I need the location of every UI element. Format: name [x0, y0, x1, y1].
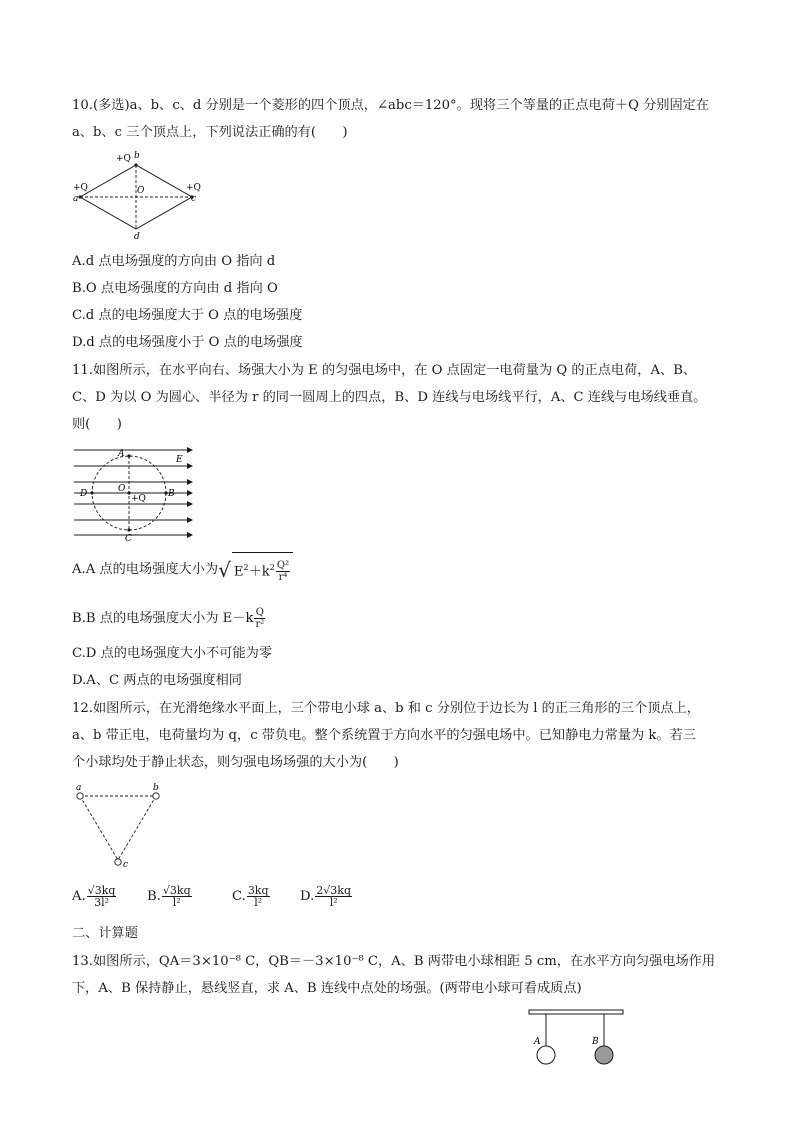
section-heading-calculation: 二、计算题	[72, 926, 138, 941]
q12-fig-label-b: b	[153, 783, 159, 793]
q11-option-d: D.A、C 两点的电场强度相同	[72, 673, 242, 688]
q10-fig-label-o: O	[137, 186, 145, 196]
q10-option-c: C.d 点的电场强度大于 O 点的电场强度	[72, 308, 303, 323]
q11-option-b-denominator: r²	[255, 619, 265, 630]
q10-stem-line1: 10.(多选)a、b、c、d 分别是一个菱形的四个顶点，∠abc＝120°。现将三个等量的正点电荷＋Q 分别固定在	[72, 98, 710, 113]
q12-option-c-denominator: l²	[254, 896, 263, 909]
q11-stem-line1: 11.如图所示，在水平向右、场强大小为 E 的匀强电场中，在 O 点固定一电荷量为 Q 的正点电荷，A、B、	[72, 363, 697, 378]
q13-stem-line1: 13.如图所示，QA＝3×10⁻⁸ C，QB＝－3×10⁻⁸ C，A、B 两带电小球相距 5 cm，在水平方向匀强电场作用	[72, 954, 716, 969]
q12-fig-label-c: c	[123, 860, 129, 870]
q11-fig-label-b: B	[168, 489, 175, 499]
q12-option-c-numerator: 3kq	[247, 884, 269, 897]
q12-stem-line2: a、b 带正电，电荷量均为 q，c 带负电。整个系统置于方向水平的匀强电场中。已知静电力常量为 k。若三	[72, 728, 696, 743]
q11-option-b-numerator: Q	[255, 607, 264, 618]
q10-fig-label-qb: +Q	[116, 154, 131, 164]
q11-option-b-text: B.B 点的电场强度大小为 E－k	[72, 611, 254, 626]
q12-option-d-denominator: l²	[329, 896, 338, 909]
q12-option-b-denominator: l²	[172, 896, 181, 909]
q11-option-b	[72, 604, 266, 634]
q10-option-b: B.O 点电场强度的方向由 d 指向 O	[72, 281, 278, 296]
q10-option-a: A.d 点电场强度的方向由 O 指向 d	[72, 254, 276, 269]
q11-fig-label-o: O	[118, 484, 126, 494]
q11-fig-label-d: D	[80, 489, 88, 499]
q11-fig-label-a: A	[118, 449, 125, 459]
q11-fig-label-e: E	[176, 455, 183, 465]
q10-fig-label-qc: +Q	[186, 183, 201, 193]
q10-fig-label-a: a	[73, 194, 79, 204]
q12-option-b-numerator: √3kq	[162, 884, 191, 897]
q12-stem-line3: 个小球均处于静止状态，则匀强电场场强的大小为( )	[72, 755, 399, 770]
q11-fig-label-q: +Q	[131, 494, 146, 504]
q10-rhombus-figure	[70, 150, 210, 242]
q10-stem-line2: a、b、c 三个顶点上，下列说法正确的有( )	[72, 125, 348, 140]
q12-option-a: A. $\frac{√3kq}{\text{3l²}}$	[72, 884, 116, 909]
q11-option-a-text: A.A 点的电场强度大小为	[72, 562, 219, 578]
q12-option-b: B. $\frac{√3kq}{\text{l²}}$	[147, 884, 191, 909]
q11-option-a-denominator: r⁴	[278, 572, 288, 584]
q11-fig-label-c: C	[125, 534, 132, 542]
q13-fig-label-a: A	[534, 1037, 541, 1047]
q11-option-a-numerator: Q²	[276, 560, 290, 572]
q11-stem-line3: 则( )	[72, 417, 122, 432]
q12-option-a-denominator: 3l²	[94, 896, 110, 909]
q12-triangle-figure	[70, 780, 170, 872]
q12-fig-label-a: a	[76, 783, 82, 793]
q10-option-d: D.d 点的电场强度小于 O 点的电场强度	[72, 335, 303, 350]
q11-option-c: C.D 点的电场强度大小不可能为零	[72, 646, 273, 661]
q11-option-a-radicand: $E^2+k^2$ $\frac{\text{Q²}}{\text{r⁴}}$	[232, 552, 293, 587]
q10-fig-label-c: c	[191, 194, 197, 204]
q12-option-c: C. $\frac{3kq}{\text{l²}}$	[232, 884, 269, 909]
q12-option-a-numerator: √3kq	[87, 884, 116, 897]
q13-fig-label-b: B	[592, 1037, 599, 1047]
sqrt-icon: √	[218, 557, 231, 582]
q10-fig-label-b: b	[134, 151, 140, 161]
q12-stem-line1: 12.如图所示，在光滑绝缘水平面上，三个带电小球 a、b 和 c 分别位于边长为 l 的正三角形的三个顶点上，	[72, 701, 700, 716]
q12-option-d: D. $\frac{2√3kq}{\text{l²}}$	[300, 884, 352, 909]
q13-hanging-balls-figure	[524, 1006, 628, 1072]
q11-field-figure	[70, 440, 200, 542]
q10-fig-label-qa: +Q	[73, 183, 88, 193]
q11-option-a	[72, 552, 293, 587]
q13-stem-line2: 下，A、B 保持静止，悬线竖直，求 A、B 连线中点处的场强。(两带电小球可看成质点)	[72, 981, 582, 996]
q12-option-d-numerator: 2√3kq	[316, 884, 352, 897]
q11-stem-line2: C、D 为以 O 为圆心、半径为 r 的同一圆周上的四点，B、D 连线与电场线平行，A、C 连线与电场线垂直。	[72, 390, 707, 405]
q10-fig-label-d: d	[134, 232, 140, 242]
